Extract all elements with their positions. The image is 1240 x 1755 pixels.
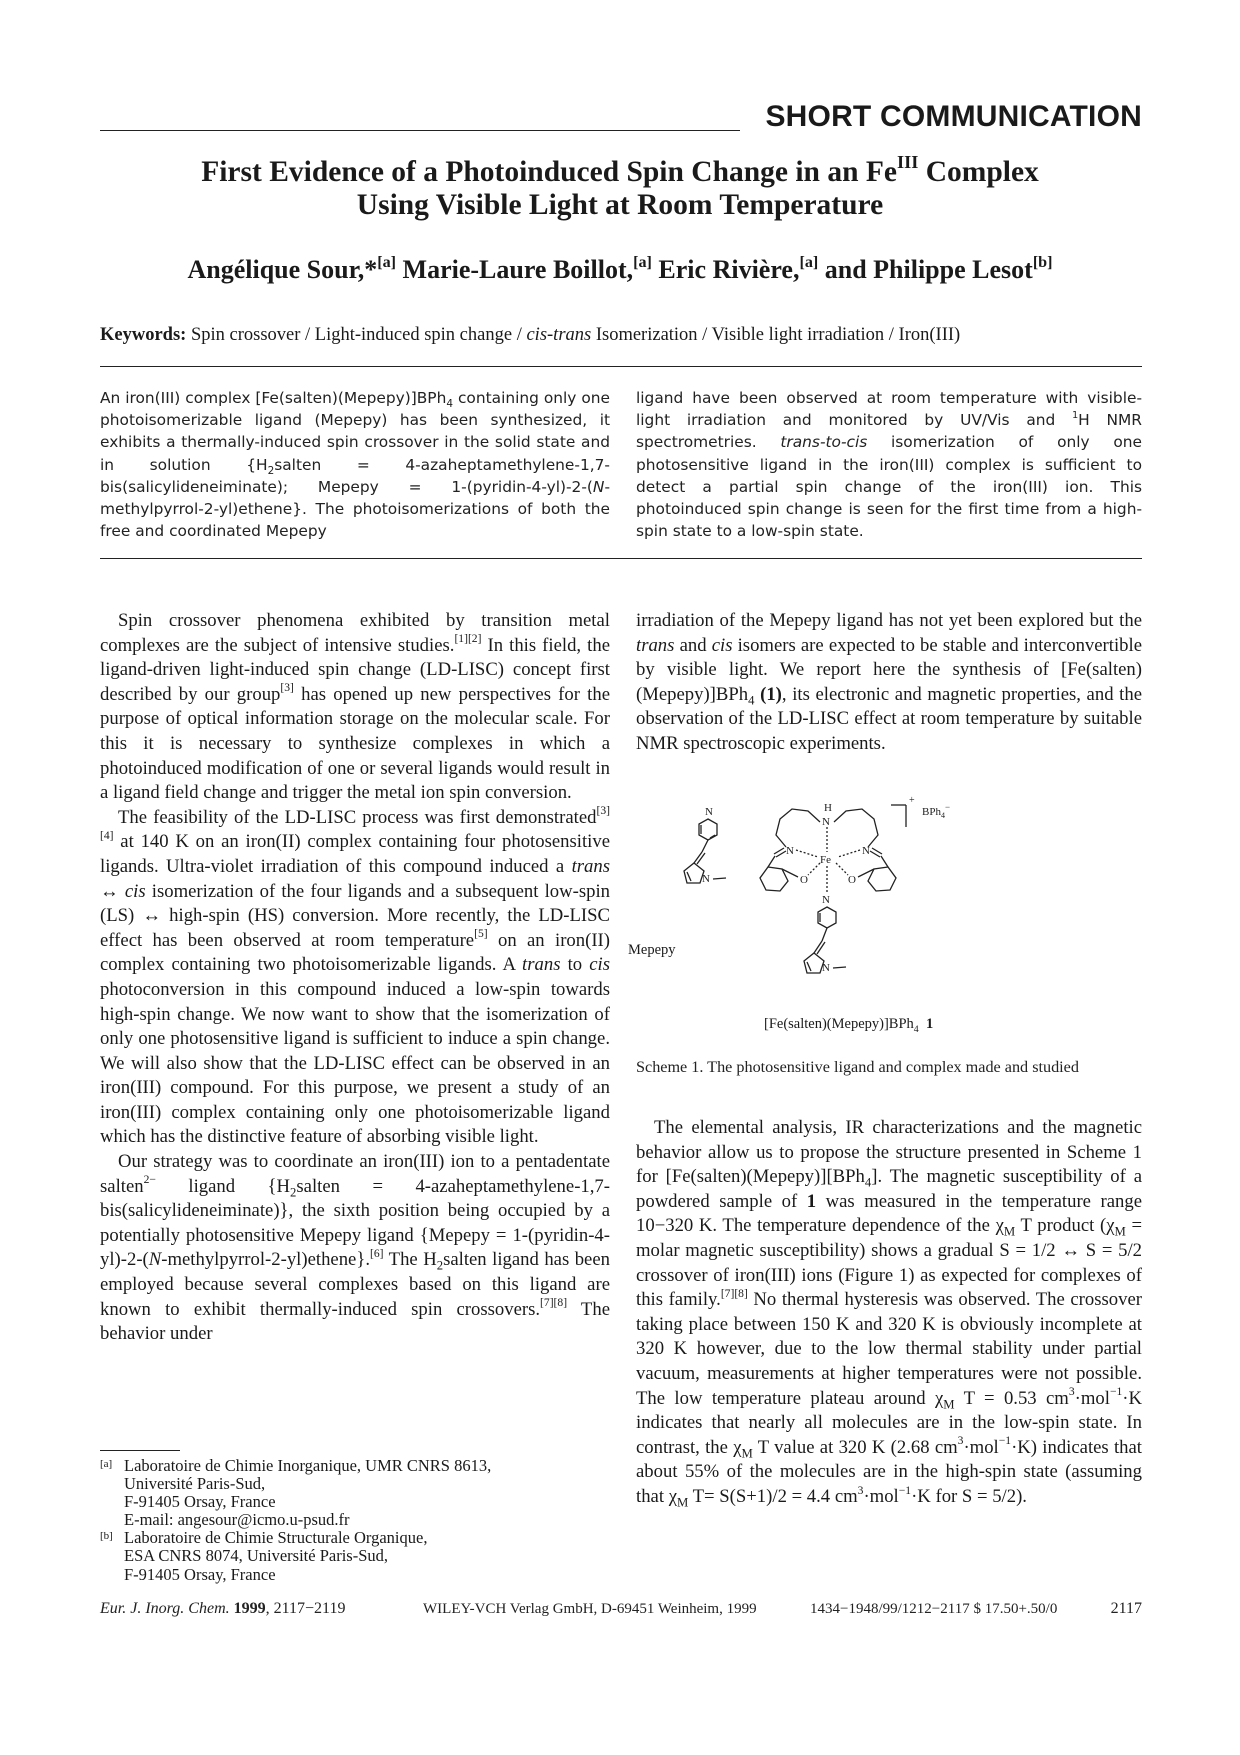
atom-label: H (824, 802, 832, 814)
header-rule (100, 130, 740, 131)
atom-label: N (822, 816, 830, 828)
author: Angélique Sour,*[a] (187, 253, 397, 284)
author-list: Angélique Sour,*[a] Marie-Laure Boillot,[a] Eric Rivière,[a] and Philippe Lesot[b] (187, 253, 1053, 284)
paragraph: The feasibility of the LD-LISC process was first demonstrated[3][4] at 140 K on an iron(II) complex containing four photosensitive ligands. Ultra-violet irradiation of this compound induced a trans ↔ cis isomerization of the four ligands and a subsequent low-spin (LS) ↔ high-spin (HS) conversion. More recently, the LD-LISC effect has been observed at room temperature[5] on an iron(II) complex containing two photoisomerizable ligands. A trans to cis photoconversion in this compound induced a low-spin towards high-spin change. We now want to show that the isomerization of only one photosensitive ligand is sufficient to induce a spin change. We will also show that the LD-LISC effect can be observed in an iron(III) compound. For this purpose, we present a study of an iron(III) complex containing only one photoisomerizable ligand which has the distinctive feature of absorbing visible light. (100, 804, 611, 1148)
abstract-column-left: An iron(III) complex [Fe(salten)(Mepepy)]BPh$_4$ containing only one photoisomerizable ligand (Mepepy) has been synthesized, it exhibits a thermally-induced spin crossover in the solid state and in solution {$H_2salten$ = 4-azaheptamethylene-1,7-bis(salicylideneiminate); Mepepy = 1-(pyridin-4-yl)-2-(N-methylpyrrol-2-yl)ethene}. The photoisomerizations of both the free and coordinated Mepepy (100, 389, 610, 541)
atom-label: N (822, 962, 830, 974)
scheme-caption: Scheme 1. The photosensitive ligand and complex made and studied (636, 1058, 1079, 1076)
title-line-1: First Evidence of a Photoinduced Spin Change in an $Fe^{III}$ Complex (201, 152, 1039, 188)
complex-structure (760, 795, 950, 974)
mepepy-structure (684, 806, 726, 885)
body-column-right-top (636, 609, 1142, 757)
abstract-column-right: ligand have been observed at room temperature with visible-light irradiation and monitored by UV/Vis and $^1$H NMR spectrometries. trans-to-cis isomerization of only one photosensitive ligand in the iron(III) complex is sufficient to detect a partial spin change of the iron(III) ion. This photoinduced spin change is seen for the first time from a high-spin state to a low-spin state. (636, 389, 1143, 541)
email-link[interactable]: E-mail: angesour@icmo.u-psud.fr (124, 1510, 350, 1530)
title-line-2: Using Visible Light at Room Temperature (356, 189, 884, 221)
abstract-bottom-rule (100, 558, 1142, 559)
atom-label: N (862, 845, 870, 857)
article-title (110, 152, 1130, 222)
atom-label: Fe (820, 854, 831, 866)
page-footer (100, 1600, 1142, 1622)
abstract-top-rule (100, 366, 1142, 367)
paragraph: Our strategy was to coordinate an iron(III) ion to a pentadentate salten$^{2-}$ ligand {$H_2salten$ = 4-azaheptamethylene-1,7-bis(salicylideneiminate)}, the sixth position being occupied by a potentially photosensitive Mepepy ligand {Mepepy = 1-(pyridin-4-yl)-2-(N-methylpyrrol-2-yl)ethene}.[6] The $H_2salten$ ligand has been employed because several complexes based on this ligand are known to exhibit thermally-induced spin crossovers.[7][8] The behavior under (100, 1151, 610, 1345)
footnote-rule (100, 1450, 180, 1451)
counterion-label: BPh$_4$− (922, 802, 951, 820)
issn-code: 1434−1948/99/1212−2117 $ 17.50+.50/0 (810, 1601, 1058, 1617)
keywords: Keywords: Spin crossover / Light-induced spin change / cis-trans Isomerization / Visible light irradiation / Iron(III) (100, 325, 961, 345)
journal-citation: Eur. J. Inorg. Chem. 1999, 2117−2119 (100, 1600, 346, 1617)
paragraph: The elemental analysis, IR characterizations and the magnetic behavior allow us to propose the structure presented in Scheme 1 for [Fe(salten)(Mepepy)][BPh$_4$]. The magnetic susceptibility of a powdered sample of 1 was measured in the temperature range 10−320 K. The temperature dependence of the $\chi_M$ T product ($\chi_M$ = molar magnetic susceptibility) shows a gradual S = 1/2 ↔ S = 5/2 crossover of iron(III) ions (Figure 1) as expected for complexes of this family.[7][8] No thermal hysteresis was observed. The crossover taking place between 150 K and 320 K is obviously incomplete at 320 K however, due to the low thermal stability under partial vacuum, measurements at higher temperatures were not possible. The low temperature plateau around $\chi_M$ T = 0.53 $cm^3\cdot mol^{-1}\cdot K$ indicates that nearly all molecules are in the low-spin state. In contrast, the $\chi_M$ T value at 320 K (2.68 $cm^3\cdot mol^{-1}\cdot K$) indicates that about 55% of the molecules are in the high-spin state (assuming that $\chi_M$ T= S(S+1)/2 = 4.4 $cm^3\cdot mol^{-1}\cdot K$ for S = 5/2). (636, 1117, 1142, 1510)
body-column-left (100, 609, 610, 1347)
author: Eric Rivière,[a] (658, 253, 819, 284)
atom-label: O (800, 874, 808, 886)
scheme-1-structures (636, 795, 1142, 1045)
author: Philippe Lesot[b] (873, 253, 1053, 284)
atom-label: N (822, 894, 830, 906)
body-column-right-bottom (636, 1116, 1142, 1510)
paragraph: Spin crossover phenomena exhibited by transition metal complexes are the subject of intensive studies.[1][2] In this field, the ligand-driven light-induced spin change (LD-LISC) concept first described by our group[3] has opened up new perspectives for the purpose of optical information storage on the molecular scale. For this it is necessary to synthesize complexes in which a photoinduced modification of one or several ligands would result in a ligand field change and trigger the metal ion spin conversion. (100, 610, 610, 804)
section-label: SHORT COMMUNICATION (765, 100, 1142, 133)
paragraph: irradiation of the Mepepy ligand has not yet been explored but the trans and cis isomers are expected to be stable and interconvertible by visible light. We report here the synthesis of [Fe(salten)(Mepepy)]BPh$_4$ (1), its electronic and magnetic properties, and the observation of the LD-LISC effect at room temperature by suitable NMR spectroscopic experiments. (636, 610, 1143, 754)
cation-charge: + (909, 795, 915, 806)
footnote: [a] Laboratoire de Chimie Inorganique, UMR CNRS 8613, Université Paris-Sud, F-91405 Orsay, France E-mail: angesour@icmo.u-psud.fr (100, 1456, 492, 1530)
atom-label: N (705, 806, 713, 818)
atom-label: N (702, 873, 710, 885)
mepepy-label: Mepepy (628, 942, 676, 958)
footnote: [b] Laboratoire de Chimie Structurale Organique, ESA CNRS 8074, Université Paris-Sud, F-91405 Orsay, France (100, 1528, 428, 1584)
atom-label: O (848, 874, 856, 886)
publisher: WILEY-VCH Verlag GmbH, D-69451 Weinheim, 1999 (423, 1601, 757, 1617)
complex-label: [Fe(salten)(Mepepy)]BPh$_4$ 1 (764, 1016, 934, 1035)
author: Marie-Laure Boillot,[a] (402, 253, 652, 284)
keywords-label: Keywords: (100, 325, 187, 345)
atom-label: N (786, 845, 794, 857)
affiliation-footnotes (100, 1457, 610, 1584)
page-number: 2117 (1110, 1600, 1142, 1617)
